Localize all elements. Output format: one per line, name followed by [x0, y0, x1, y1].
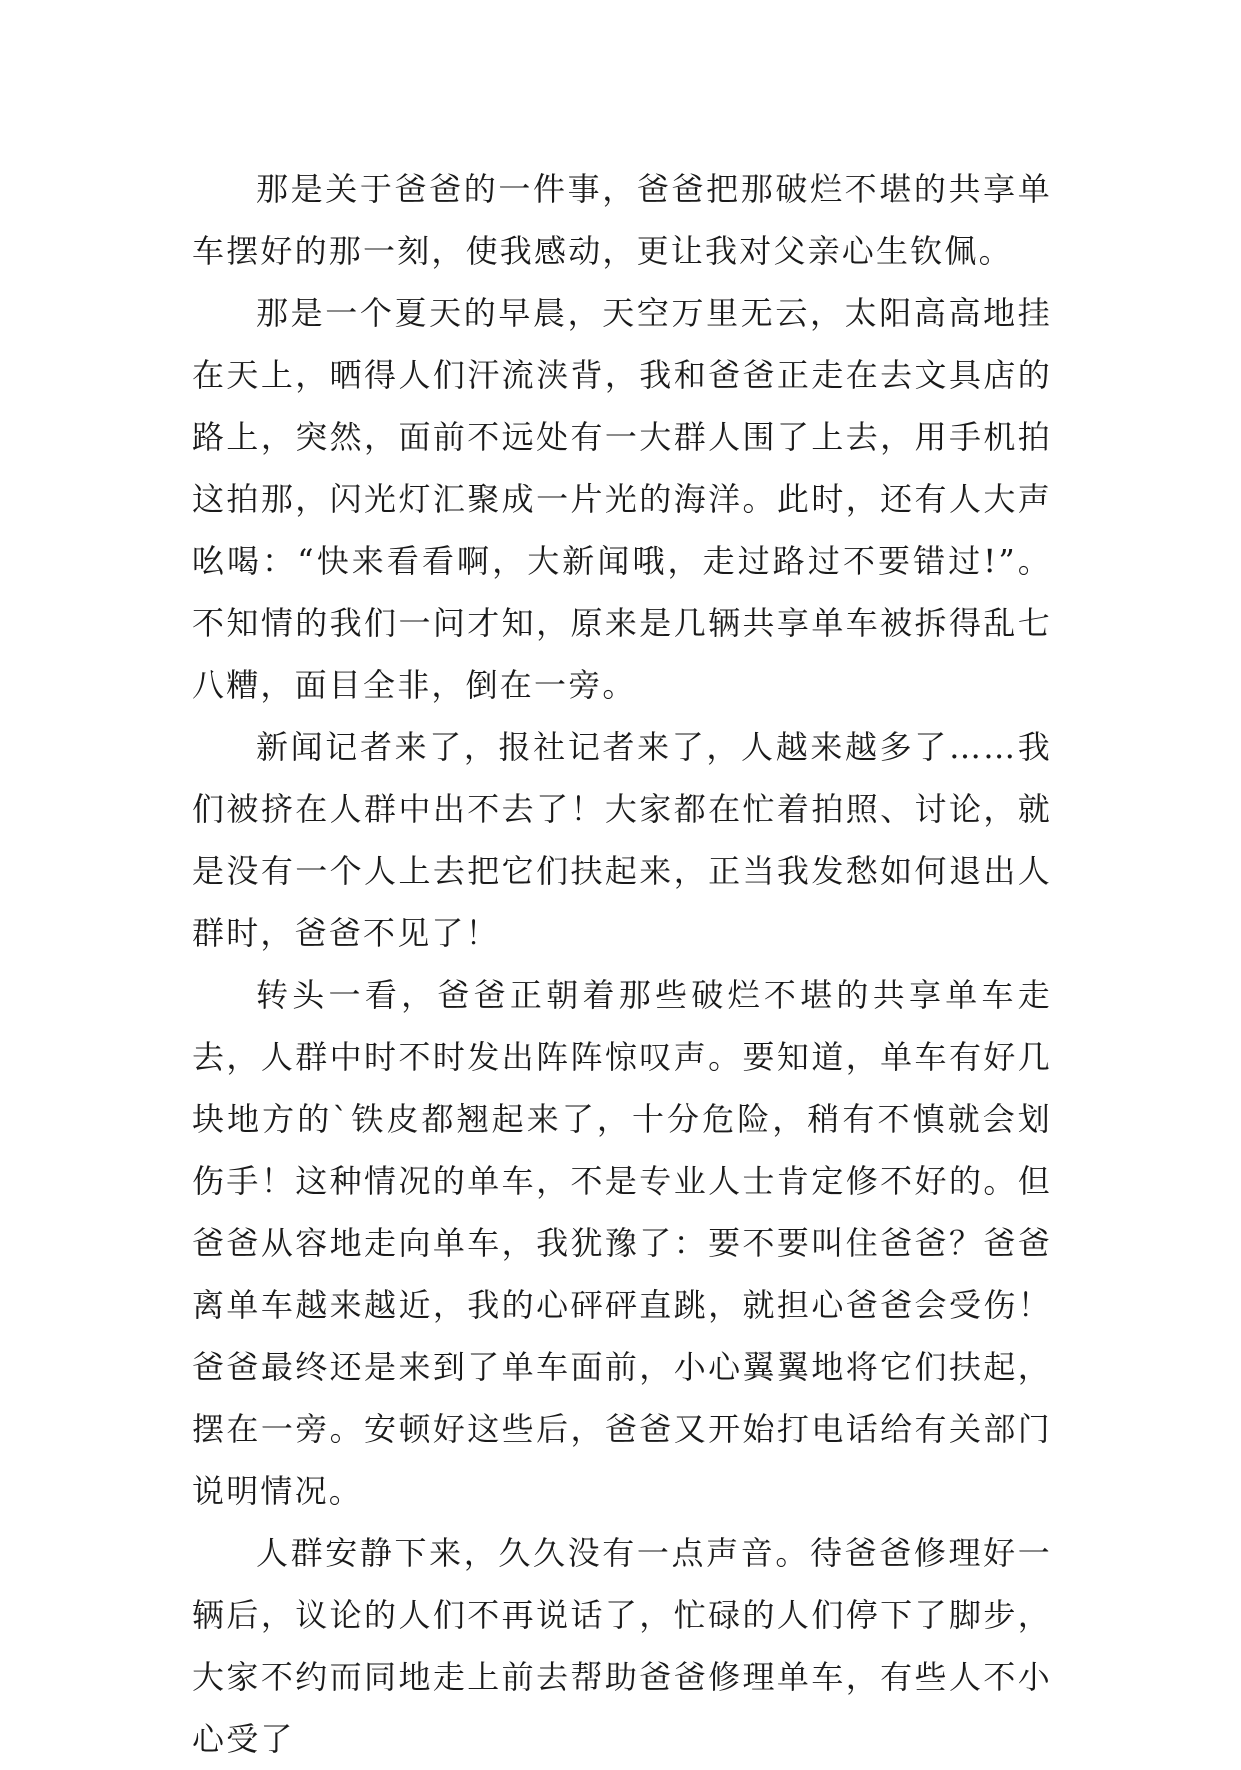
paragraph-3: 新闻记者来了，报社记者来了，人越来越多了……我们被挤在人群中出不去了！大家都在忙着拍照、讨论，就是没有一个人上去把它们扶起来，正当我发愁如何退出人群时，爸爸不见了！: [192, 728, 1052, 952]
paragraph-4: 转头一看，爸爸正朝着那些破烂不堪的共享单车走去，人群中时不时发出阵阵惊叹声。要知道，单车有好几块地方的`铁皮都翘起来了，十分危险，稍有不慎就会划伤手！这种情况的单车，不是专业人士肯定修不好的。但爸爸从容地走向单车，我犹豫了：要不要叫住爸爸？爸爸离单车越来越近，我的心砰砰直跳，就担心爸爸会受伤！爸爸最终还是来到了单车面前，小心翼翼地将它们扶起，摆在一旁。安顿好这些后，爸爸又开始打电话给有关部门说明情况。: [192, 976, 1052, 1510]
paragraph-5: 人群安静下来，久久没有一点声音。待爸爸修理好一辆后，议论的人们不再说话了，忙碌的人们停下了脚步，大家不约而同地走上前去帮助爸爸修理单车，有些人不小心受了: [192, 1534, 1052, 1758]
paragraph-2: 那是一个夏天的早晨，天空万里无云，太阳高高地挂在天上，晒得人们汗流浃背，我和爸爸正走在去文具店的路上，突然，面前不远处有一大群人围了上去，用手机拍这拍那，闪光灯汇聚成一片光的海洋。此时，还有人大声吆喝：“快来看看啊，大新闻哦，走过路过不要错过!”。不知情的我们一问才知，原来是几辆共享单车被拆得乱七八糟，面目全非，倒在一旁。: [192, 294, 1052, 704]
document-body: [192, 158, 1052, 1770]
paragraph-1: 那是关于爸爸的一件事，爸爸把那破烂不堪的共享单车摆好的那一刻，使我感动，更让我对父亲心生钦佩。: [192, 170, 1052, 270]
